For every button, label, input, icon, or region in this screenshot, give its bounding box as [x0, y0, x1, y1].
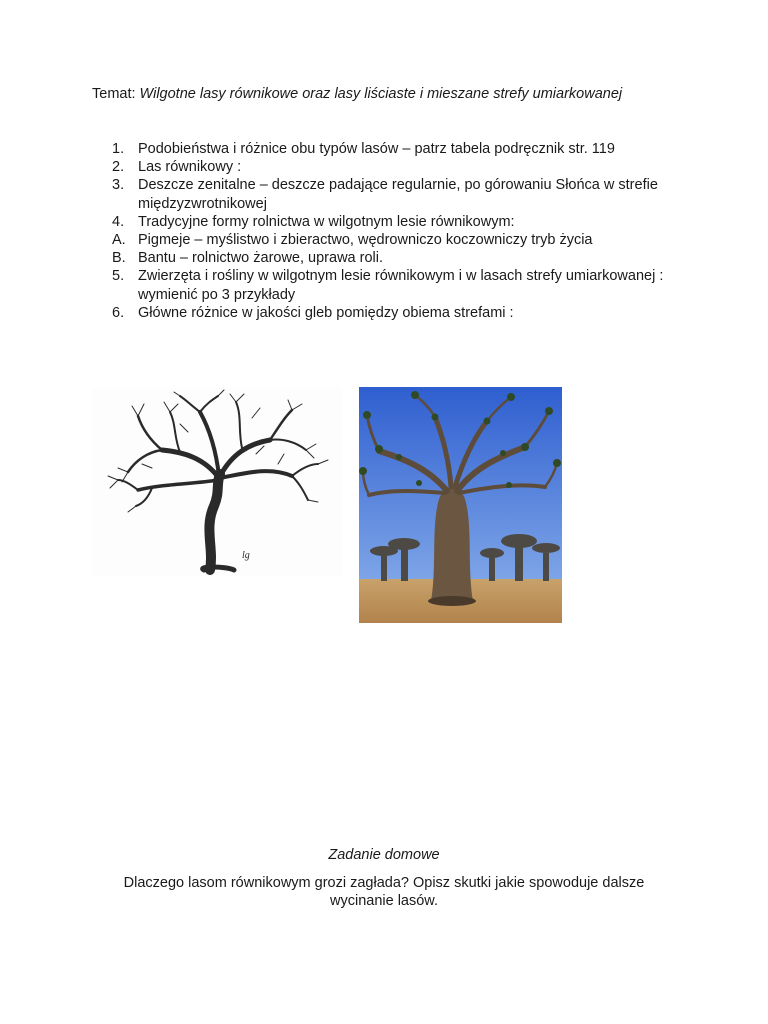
- list-item-text: Deszcze zenitalne – deszcze padające regularnie, po górowaniu Słońca w strefie międzyzwrotnikowej: [138, 177, 658, 212]
- page-title: [92, 85, 622, 103]
- list-item: [112, 267, 672, 303]
- list-marker: 2.: [112, 159, 125, 176]
- list-item-text: Podobieństwa i różnice obu typów lasów – patrz tabela podręcznik str. 119: [138, 141, 615, 157]
- list-item: [112, 140, 672, 158]
- baobab-photo-image: [359, 387, 562, 623]
- list-marker: 4.: [112, 213, 125, 230]
- list-item-text: Pigmeje – myślistwo i zbieractwo, wędrowniczo koczowniczy tryb życia: [138, 232, 593, 249]
- list-item: [112, 158, 672, 176]
- list-item: [112, 304, 672, 322]
- list-item: [112, 176, 672, 212]
- homework-heading: Zadanie domowe: [328, 847, 440, 863]
- list-item: [112, 231, 672, 249]
- list-item: [112, 213, 672, 231]
- list-item-text: Tradycyjne formy rolnictwa w wilgotnym lesie równikowym:: [138, 213, 515, 230]
- list-item-text: Główne różnice w jakości gleb pomiędzy obiema strefami :: [138, 304, 514, 321]
- list-marker: 5.: [112, 268, 125, 285]
- list-item-text: Las równikowy :: [138, 159, 242, 176]
- list-marker: 3.: [112, 177, 125, 194]
- title-prefix: Temat:: [92, 86, 140, 102]
- list-item: [112, 249, 672, 267]
- list-item-text: Bantu – rolnictwo żarowe, uprawa roli.: [138, 250, 384, 267]
- baobab-drawing-image: [92, 388, 342, 576]
- homework-question: Dlaczego lasom równikowym grozi zagłada? Opisz skutki jakie spowoduje dalsze wycinanie lasów.: [123, 875, 645, 909]
- title-topic: Wilgotne lasy równikowe oraz lasy liściaste i mieszane strefy umiarkowanej: [139, 86, 623, 102]
- list-marker: 6.: [112, 304, 125, 321]
- list-marker: 1.: [112, 141, 125, 157]
- lesson-outline: [112, 140, 672, 322]
- svg-text:lg: lg: [242, 550, 250, 561]
- list-marker: B.: [112, 250, 126, 267]
- list-marker: A.: [112, 232, 126, 249]
- list-item-text: Zwierzęta i rośliny w wilgotnym lesie równikowym i w lasach strefy umiarkowanej : wymienić po 3 przykłady: [138, 268, 664, 303]
